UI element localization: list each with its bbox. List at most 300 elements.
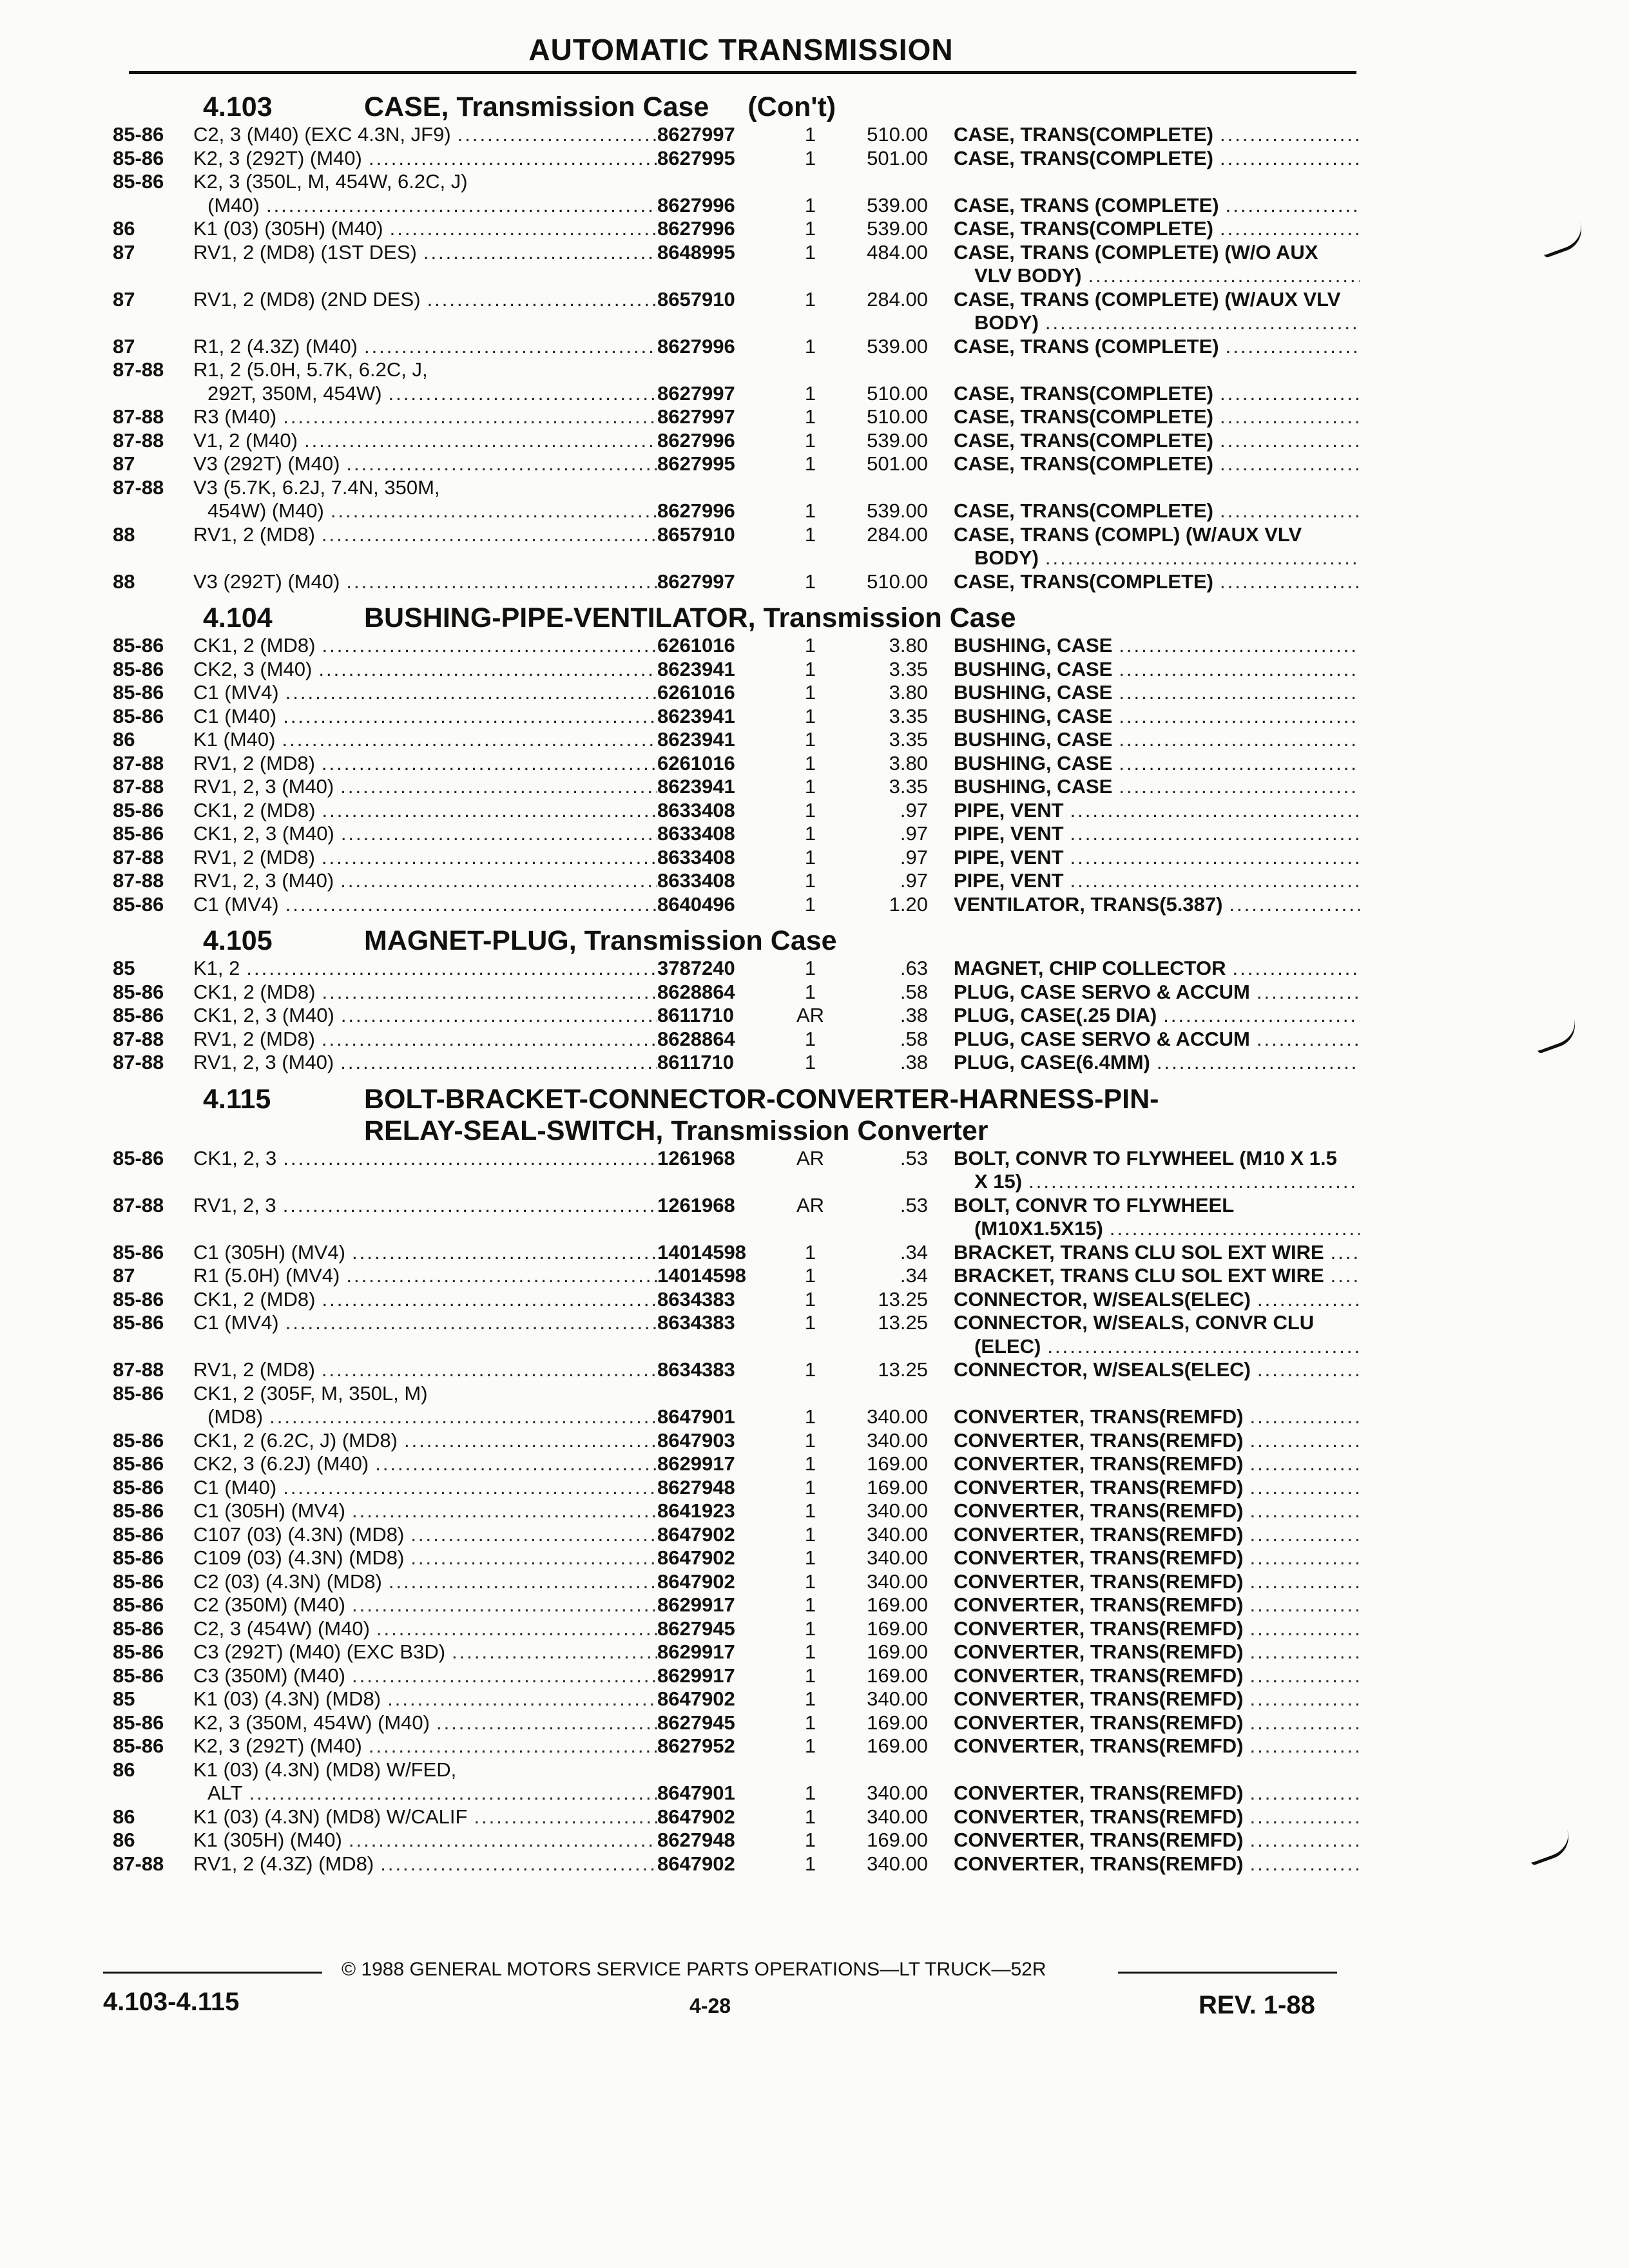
dot-leader bbox=[1112, 775, 1360, 799]
model-year: 85-86 bbox=[113, 1452, 164, 1475]
parts-row bbox=[113, 1523, 1360, 1547]
price: 510.00 bbox=[867, 381, 928, 405]
application-text: CK1, 2, 3 (M40) bbox=[193, 1004, 334, 1026]
part-number: 8634383 bbox=[657, 1311, 735, 1334]
price: 501.00 bbox=[867, 146, 928, 169]
price: 169.00 bbox=[867, 1640, 928, 1663]
application bbox=[193, 546, 657, 570]
description bbox=[954, 775, 1360, 799]
model-year: 85-86 bbox=[113, 657, 164, 680]
quantity: 1 bbox=[804, 193, 816, 216]
dot-leader bbox=[1112, 634, 1360, 658]
part-number: 1261968 bbox=[657, 1193, 735, 1216]
price: 340.00 bbox=[867, 1687, 928, 1710]
model-year: 88 bbox=[113, 523, 135, 546]
parts-row bbox=[113, 1429, 1360, 1453]
footer-section-range: 4.103-4.115 bbox=[103, 1988, 240, 2016]
part-number: 6261016 bbox=[657, 634, 735, 657]
model-year: 86 bbox=[113, 217, 135, 240]
quantity: 1 bbox=[804, 1852, 816, 1875]
description bbox=[954, 1617, 1360, 1641]
description bbox=[954, 170, 1360, 194]
quantity bbox=[783, 1217, 838, 1241]
parts-row bbox=[113, 1217, 1360, 1241]
model-year: 85-86 bbox=[113, 1287, 164, 1311]
dot-leader bbox=[276, 405, 657, 429]
description-text: PLUG, CASE(6.4MM) bbox=[954, 1051, 1150, 1073]
part-number: 8647902 bbox=[657, 1570, 735, 1593]
quantity: 1 bbox=[804, 428, 816, 452]
part-number: 8647902 bbox=[657, 1523, 735, 1546]
description-text: CONVERTER, TRANS(REMFD) bbox=[954, 1593, 1244, 1616]
description bbox=[954, 1523, 1360, 1547]
parts-row bbox=[113, 1194, 1360, 1218]
model-year: 85-86 bbox=[113, 634, 164, 657]
description-text: CASE, TRANS(COMPLETE) bbox=[954, 381, 1213, 405]
application bbox=[193, 1476, 657, 1500]
price bbox=[838, 1335, 954, 1359]
parts-row bbox=[113, 822, 1360, 846]
application bbox=[193, 752, 657, 776]
application bbox=[193, 1758, 657, 1782]
quantity: 1 bbox=[804, 1617, 816, 1640]
quantity: 1 bbox=[804, 1711, 816, 1734]
model-year: 85-86 bbox=[113, 1640, 164, 1663]
application-text: CK1, 2 (MD8) bbox=[193, 798, 316, 822]
binder-hole-mark bbox=[1525, 1829, 1575, 1866]
description bbox=[954, 981, 1360, 1004]
description-text: CONVERTER, TRANS(REMFD) bbox=[954, 1640, 1244, 1663]
application bbox=[193, 1311, 657, 1335]
dot-leader bbox=[382, 382, 657, 406]
price bbox=[838, 358, 954, 382]
model-year: 85-86 bbox=[113, 1711, 164, 1734]
parts-row bbox=[113, 335, 1360, 359]
application bbox=[193, 570, 657, 594]
price: .58 bbox=[900, 1027, 928, 1050]
application bbox=[193, 1570, 657, 1594]
description bbox=[954, 476, 1360, 500]
application bbox=[193, 981, 657, 1004]
dot-leader bbox=[369, 1452, 657, 1476]
price: 3.35 bbox=[889, 704, 928, 727]
quantity: 1 bbox=[804, 892, 816, 916]
quantity: AR bbox=[796, 1193, 825, 1216]
dot-leader bbox=[451, 123, 657, 147]
section-title-text: BUSHING-PIPE-VENTILATOR, Transmission Case bbox=[364, 602, 1016, 633]
price: 340.00 bbox=[867, 1405, 928, 1428]
description-text: CONVERTER, TRANS(REMFD) bbox=[954, 1711, 1244, 1734]
dot-leader bbox=[276, 1147, 657, 1171]
model-year: 87-88 bbox=[113, 1358, 164, 1381]
section-number: 4.115 bbox=[203, 1083, 271, 1115]
application-text: C3 (292T) (M40) (EXC B3D) bbox=[193, 1640, 446, 1663]
dot-leader bbox=[315, 634, 657, 658]
quantity bbox=[783, 1170, 838, 1194]
quantity bbox=[783, 1382, 838, 1406]
application-text: K1 (03) (4.3N) (MD8) bbox=[193, 1687, 381, 1710]
parts-row bbox=[113, 846, 1360, 870]
description bbox=[954, 382, 1360, 406]
description bbox=[954, 1805, 1360, 1829]
description-text: CONVERTER, TRANS(REMFD) bbox=[954, 1852, 1244, 1875]
dot-leader bbox=[1244, 1617, 1360, 1641]
dot-leader bbox=[1251, 1288, 1360, 1312]
quantity: 1 bbox=[804, 334, 816, 358]
description-text: CONVERTER, TRANS(REMFD) bbox=[954, 1428, 1244, 1452]
model-year: 85-86 bbox=[113, 1617, 164, 1640]
dot-leader bbox=[383, 217, 657, 241]
price: 1.20 bbox=[889, 892, 928, 916]
price: 340.00 bbox=[867, 1852, 928, 1875]
application-text: CK1, 2 (MD8) bbox=[193, 1287, 316, 1311]
application-text: RV1, 2 (MD8) bbox=[193, 845, 315, 869]
part-number: 8634383 bbox=[657, 1358, 735, 1381]
price bbox=[838, 1170, 954, 1194]
description bbox=[954, 1264, 1360, 1288]
quantity: 1 bbox=[804, 499, 816, 522]
dot-leader bbox=[1244, 1523, 1360, 1547]
dot-leader bbox=[1244, 1664, 1360, 1688]
application-text: RV1, 2 (MD8) bbox=[193, 1358, 315, 1381]
model-year: 86 bbox=[113, 1829, 135, 1851]
quantity: 1 bbox=[804, 1829, 816, 1851]
part-number: 6261016 bbox=[657, 681, 735, 704]
section-number: 4.104 bbox=[203, 602, 273, 633]
quantity: 1 bbox=[804, 728, 816, 751]
application-text: C107 (03) (4.3N) (MD8) bbox=[193, 1523, 405, 1546]
description-text: CASE, TRANS (COMPLETE) (W/O AUX bbox=[954, 240, 1318, 264]
description bbox=[954, 499, 1360, 523]
parts-row bbox=[113, 1405, 1360, 1429]
quantity: 1 bbox=[804, 775, 816, 798]
application bbox=[193, 658, 657, 682]
model-year: 85-86 bbox=[113, 1735, 164, 1757]
quantity: 1 bbox=[804, 1051, 816, 1073]
dot-leader bbox=[279, 893, 657, 917]
price: 169.00 bbox=[867, 1829, 928, 1851]
model-year: 85-86 bbox=[113, 980, 164, 1003]
quantity: 1 bbox=[804, 1735, 816, 1757]
description bbox=[954, 123, 1360, 147]
quantity: 1 bbox=[804, 1499, 816, 1522]
parts-row bbox=[113, 658, 1360, 682]
parts-row bbox=[113, 452, 1360, 476]
model-year: 85-86 bbox=[113, 681, 164, 704]
price: .97 bbox=[900, 798, 928, 822]
model-year: 85-86 bbox=[113, 170, 164, 193]
model-year: 88 bbox=[113, 570, 135, 593]
part-number bbox=[657, 358, 783, 382]
part-number: 8657910 bbox=[657, 287, 735, 311]
part-number: 8627945 bbox=[657, 1617, 735, 1640]
description bbox=[954, 869, 1360, 893]
part-number bbox=[657, 170, 783, 194]
dot-leader bbox=[1244, 1711, 1360, 1735]
dot-leader bbox=[1039, 546, 1360, 570]
application bbox=[193, 1028, 657, 1052]
model-year bbox=[113, 1405, 193, 1429]
model-year: 87-88 bbox=[113, 775, 164, 798]
footer-page-number: 4-28 bbox=[689, 1994, 731, 2017]
dot-leader bbox=[382, 1570, 657, 1594]
part-number: 8611710 bbox=[657, 1004, 734, 1026]
dot-leader bbox=[1112, 752, 1360, 776]
part-number: 8647902 bbox=[657, 1852, 735, 1875]
parts-row bbox=[113, 1829, 1360, 1852]
quantity: 1 bbox=[804, 845, 816, 869]
section-title bbox=[364, 91, 1360, 123]
parts-row bbox=[113, 358, 1360, 382]
dot-leader bbox=[1244, 1593, 1360, 1617]
price: .38 bbox=[900, 1051, 928, 1073]
parts-row bbox=[113, 382, 1360, 406]
quantity: 1 bbox=[804, 570, 816, 593]
parts-row bbox=[113, 217, 1360, 241]
application-text: C1 (305H) (MV4) bbox=[193, 1499, 345, 1522]
application-text: K2, 3 (350L, M, 454W, 6.2C, J) bbox=[193, 170, 468, 193]
section-heading bbox=[113, 925, 1360, 957]
binder-hole-mark bbox=[1531, 1017, 1581, 1054]
parts-row bbox=[113, 752, 1360, 776]
description bbox=[954, 1758, 1360, 1782]
model-year bbox=[113, 546, 193, 570]
description bbox=[954, 1170, 1360, 1194]
application bbox=[193, 1805, 657, 1829]
model-year bbox=[113, 382, 193, 406]
description bbox=[954, 335, 1360, 359]
part-number bbox=[657, 476, 783, 500]
parts-row bbox=[113, 147, 1360, 171]
description-text: CASE, TRANS(COMPLETE) bbox=[954, 123, 1213, 146]
quantity: 1 bbox=[804, 146, 816, 169]
application bbox=[193, 241, 657, 265]
parts-row bbox=[113, 194, 1360, 218]
price: 3.80 bbox=[889, 634, 928, 657]
parts-row bbox=[113, 1382, 1360, 1406]
application bbox=[193, 1170, 657, 1194]
application-text: RV1, 2 (4.3Z) (MD8) bbox=[193, 1852, 374, 1875]
application bbox=[193, 822, 657, 846]
price bbox=[838, 1217, 954, 1241]
dot-leader bbox=[421, 288, 657, 312]
quantity: 1 bbox=[804, 957, 816, 979]
application bbox=[193, 1241, 657, 1265]
price: 340.00 bbox=[867, 1782, 928, 1804]
quantity: 1 bbox=[804, 123, 816, 146]
price: 3.35 bbox=[889, 657, 928, 680]
price bbox=[838, 311, 954, 335]
part-number: 8633408 bbox=[657, 845, 735, 869]
dot-leader bbox=[1112, 728, 1360, 752]
application-text: C1 (305H) (MV4) bbox=[193, 1240, 345, 1264]
description bbox=[954, 452, 1360, 476]
model-year: 85-86 bbox=[113, 1240, 164, 1264]
description bbox=[954, 1546, 1360, 1570]
application-text: C1 (M40) bbox=[193, 1475, 277, 1499]
description-text: CONNECTOR, W/SEALS(ELEC) bbox=[954, 1358, 1251, 1381]
dot-leader bbox=[1112, 681, 1360, 705]
description-text: PLUG, CASE SERVO & ACCUM bbox=[954, 980, 1250, 1003]
description bbox=[954, 405, 1360, 429]
model-year: 85-86 bbox=[113, 704, 164, 727]
model-year: 87-88 bbox=[113, 1193, 164, 1216]
part-number: 14014598 bbox=[657, 1264, 746, 1287]
part-number: 8628864 bbox=[657, 980, 735, 1003]
parts-row bbox=[113, 775, 1360, 799]
description bbox=[954, 1429, 1360, 1453]
dot-leader bbox=[358, 335, 657, 359]
price: .97 bbox=[900, 822, 928, 845]
description-text: CONVERTER, TRANS(REMFD) bbox=[954, 1499, 1244, 1522]
application bbox=[193, 429, 657, 453]
dot-leader bbox=[263, 1405, 657, 1429]
dot-leader bbox=[1244, 1805, 1360, 1829]
description-text: CONVERTER, TRANS(REMFD) bbox=[954, 1523, 1244, 1546]
description bbox=[954, 1241, 1360, 1265]
price: 169.00 bbox=[867, 1664, 928, 1687]
model-year: 85-86 bbox=[113, 798, 164, 822]
price: 340.00 bbox=[867, 1805, 928, 1828]
parts-row bbox=[113, 1805, 1360, 1829]
model-year bbox=[113, 264, 193, 288]
price bbox=[838, 546, 954, 570]
dot-leader bbox=[1324, 1264, 1360, 1288]
dot-leader bbox=[1022, 1170, 1360, 1194]
application bbox=[193, 1782, 657, 1805]
section-title bbox=[364, 1084, 1360, 1147]
parts-row bbox=[113, 1640, 1360, 1664]
application-text: R1 (5.0H) (MV4) bbox=[193, 1264, 340, 1287]
description-text: CONVERTER, TRANS(REMFD) bbox=[954, 1805, 1244, 1828]
dot-leader bbox=[1244, 1570, 1360, 1594]
parts-row bbox=[113, 288, 1360, 312]
dot-leader bbox=[1064, 799, 1360, 823]
application bbox=[193, 893, 657, 917]
parts-row bbox=[113, 1617, 1360, 1641]
parts-row bbox=[113, 1335, 1360, 1359]
description-text: BRACKET, TRANS CLU SOL EXT WIRE bbox=[954, 1240, 1324, 1264]
parts-row bbox=[113, 264, 1360, 288]
dot-leader bbox=[1222, 893, 1360, 917]
dot-leader bbox=[315, 1358, 657, 1382]
application-text: RV1, 2, 3 (M40) bbox=[193, 869, 334, 892]
application bbox=[193, 1829, 657, 1852]
price: 340.00 bbox=[867, 1523, 928, 1546]
parts-row bbox=[113, 1264, 1360, 1288]
part-number: 14014598 bbox=[657, 1240, 746, 1264]
model-year: 85-86 bbox=[113, 1593, 164, 1616]
price: 539.00 bbox=[867, 193, 928, 216]
quantity: 1 bbox=[804, 1428, 816, 1452]
dot-leader bbox=[334, 869, 657, 893]
application bbox=[193, 523, 657, 547]
part-number: 8627996 bbox=[657, 193, 735, 216]
parts-row bbox=[113, 241, 1360, 265]
quantity: 1 bbox=[804, 657, 816, 680]
quantity bbox=[783, 476, 838, 500]
parts-row bbox=[113, 1170, 1360, 1194]
description bbox=[954, 846, 1360, 870]
part-number: 8627995 bbox=[657, 452, 735, 475]
dot-leader bbox=[1219, 194, 1360, 218]
description bbox=[954, 1852, 1360, 1876]
model-year: 87-88 bbox=[113, 869, 164, 892]
section-title-text: BOLT-BRACKET-CONNECTOR-CONVERTER-HARNESS-PIN- bbox=[364, 1083, 1159, 1115]
dot-leader bbox=[404, 1523, 657, 1547]
description bbox=[954, 1335, 1360, 1359]
dot-leader bbox=[315, 1288, 657, 1312]
price: 340.00 bbox=[867, 1499, 928, 1522]
quantity: 1 bbox=[804, 1664, 816, 1687]
section-title-text: CASE, Transmission Case bbox=[364, 91, 709, 122]
part-number: 8623941 bbox=[657, 775, 735, 798]
header-rule bbox=[129, 71, 1356, 74]
application bbox=[193, 264, 657, 288]
application bbox=[193, 147, 657, 171]
description-text: CONVERTER, TRANS(REMFD) bbox=[954, 1687, 1244, 1710]
description-text: BUSHING, CASE bbox=[954, 704, 1113, 727]
parts-row bbox=[113, 429, 1360, 453]
model-year: 87 bbox=[113, 452, 135, 475]
quantity: 1 bbox=[804, 1452, 816, 1475]
description bbox=[954, 1687, 1360, 1711]
dot-leader bbox=[374, 1852, 657, 1876]
part-number bbox=[657, 1217, 783, 1241]
price: 3.35 bbox=[889, 728, 928, 751]
application bbox=[193, 634, 657, 658]
parts-row bbox=[113, 869, 1360, 893]
description-text: CONVERTER, TRANS(REMFD) bbox=[954, 1617, 1244, 1640]
price bbox=[838, 264, 954, 288]
description-text: BUSHING, CASE bbox=[954, 657, 1113, 680]
application-text: RV1, 2 (MD8) (2ND DES) bbox=[193, 287, 421, 311]
description bbox=[954, 358, 1360, 382]
section-title-line2: RELAY-SEAL-SWITCH, Transmission Converter bbox=[364, 1115, 988, 1146]
parts-row bbox=[113, 1452, 1360, 1476]
description-text: BODY) bbox=[974, 311, 1039, 334]
application-text: V1, 2 (M40) bbox=[193, 428, 298, 452]
price: 340.00 bbox=[867, 1570, 928, 1593]
application bbox=[193, 705, 657, 729]
model-year: 87 bbox=[113, 240, 135, 264]
description bbox=[954, 752, 1360, 776]
price: 169.00 bbox=[867, 1735, 928, 1757]
dot-leader bbox=[1064, 846, 1360, 870]
part-number bbox=[657, 311, 783, 335]
application-text: CK1, 2 (305F, M, 350L, M) bbox=[193, 1381, 428, 1405]
description-text: PLUG, CASE SERVO & ACCUM bbox=[954, 1027, 1250, 1050]
price: .58 bbox=[900, 980, 928, 1003]
description-text: BUSHING, CASE bbox=[954, 775, 1113, 798]
dot-leader bbox=[1244, 1452, 1360, 1476]
parts-row bbox=[113, 1711, 1360, 1735]
description-text: (ELEC) bbox=[974, 1334, 1041, 1358]
dot-leader bbox=[1251, 1358, 1360, 1382]
part-number: 8647902 bbox=[657, 1546, 735, 1569]
application-text: K1 (M40) bbox=[193, 728, 276, 751]
part-number: 8634383 bbox=[657, 1287, 735, 1311]
dot-leader bbox=[334, 1004, 657, 1028]
quantity: 1 bbox=[804, 681, 816, 704]
price: 169.00 bbox=[867, 1593, 928, 1616]
dot-leader bbox=[362, 1735, 657, 1758]
quantity bbox=[783, 358, 838, 382]
parts-row bbox=[113, 1311, 1360, 1335]
model-year: 87-88 bbox=[113, 845, 164, 869]
dot-leader bbox=[1250, 1028, 1360, 1052]
quantity bbox=[783, 170, 838, 194]
